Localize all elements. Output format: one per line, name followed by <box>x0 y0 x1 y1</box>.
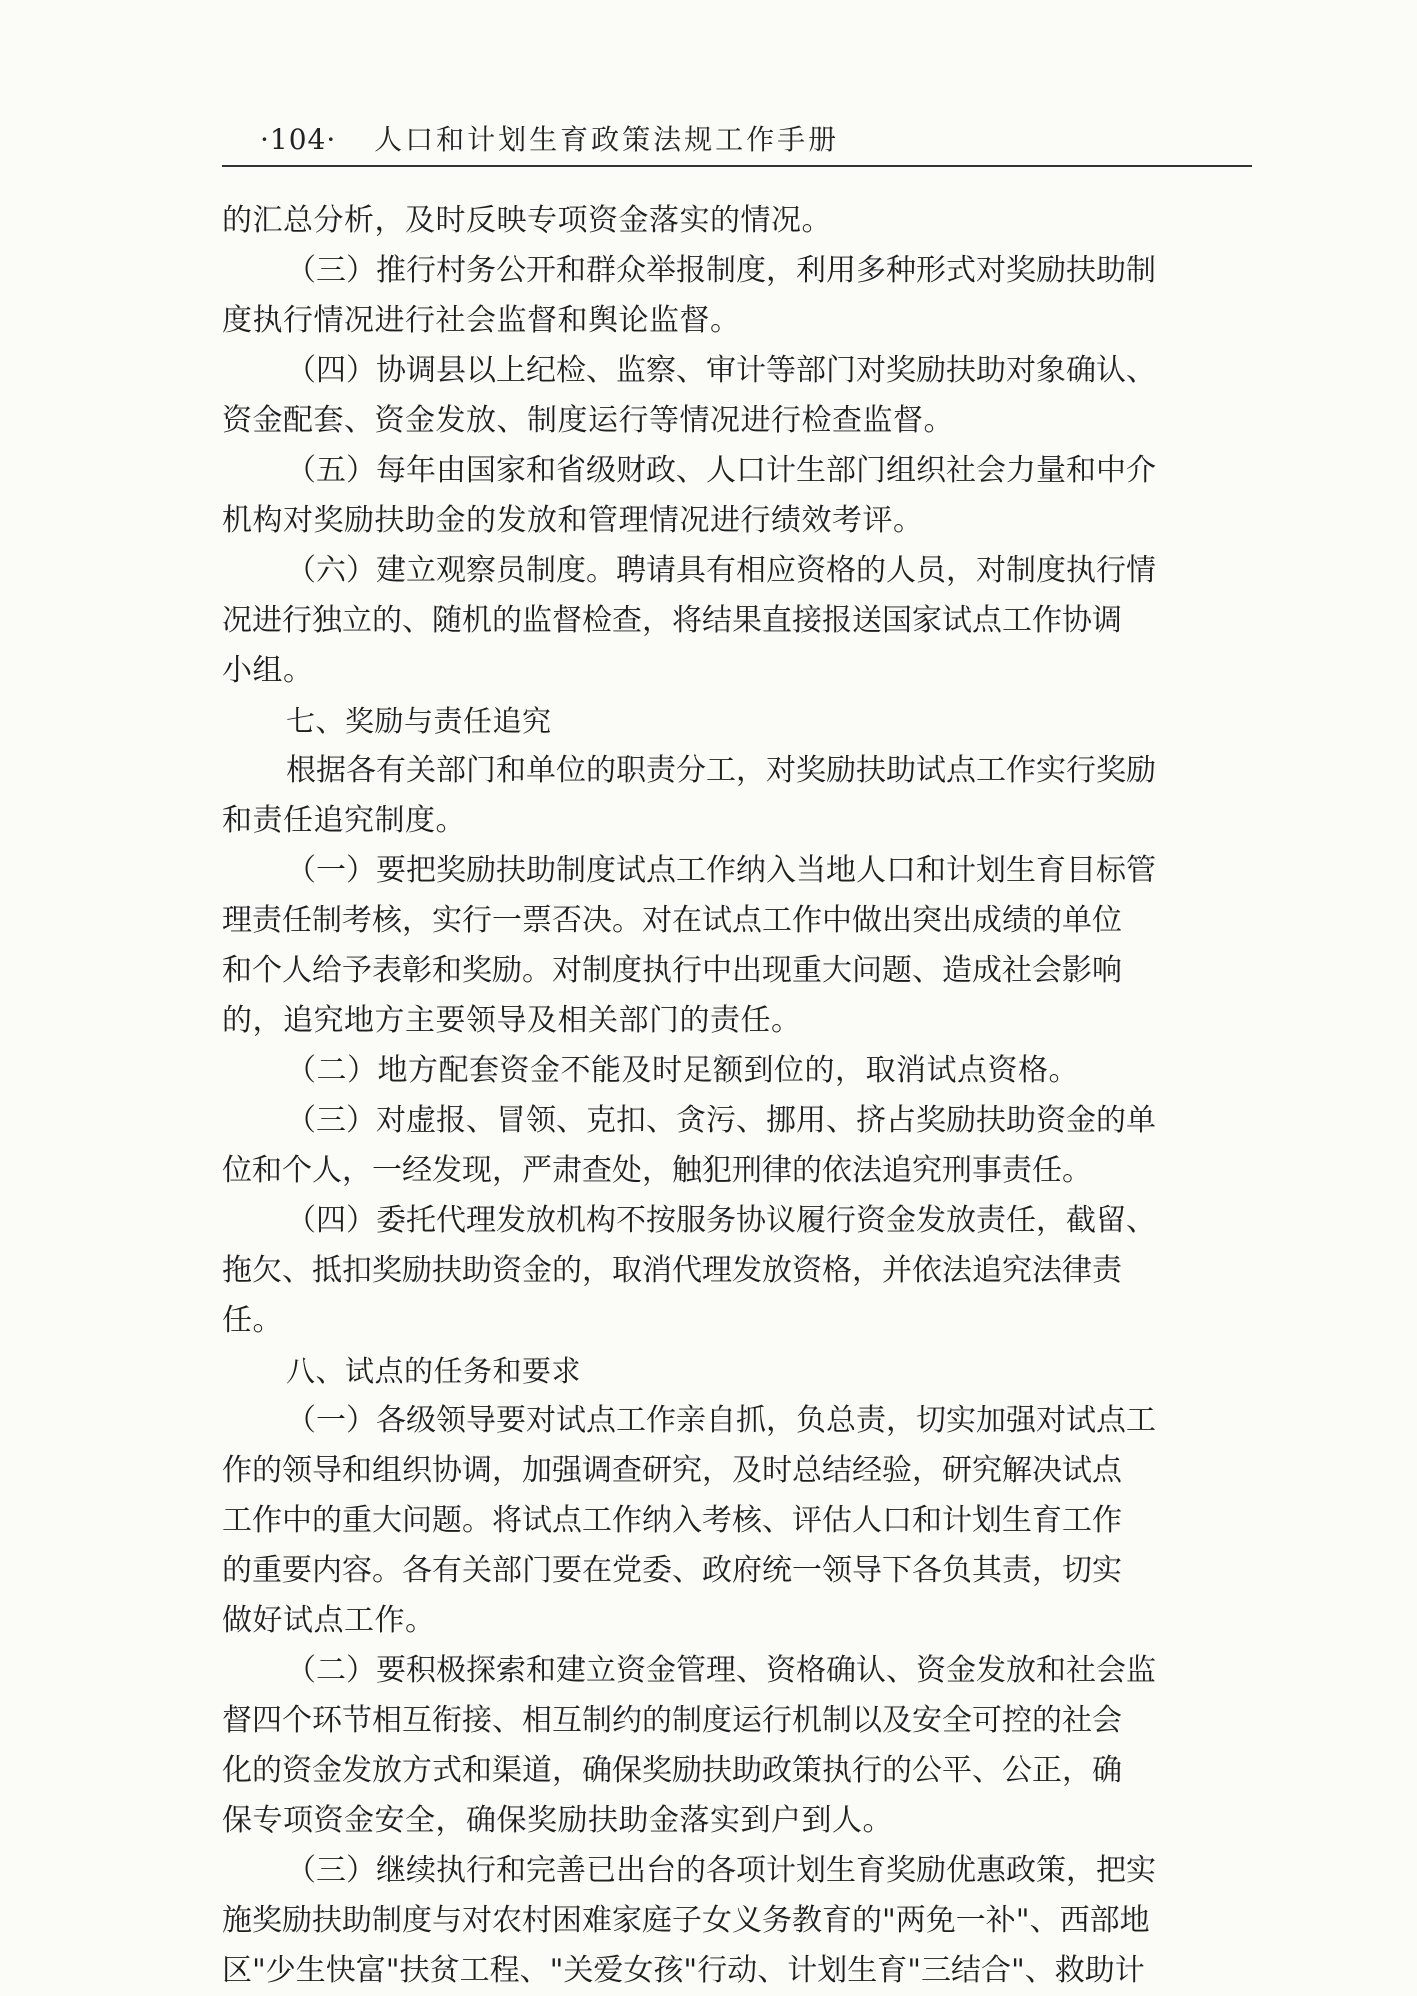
text-line: （一）各级领导要对试点工作亲自抓，负总责，切实加强对试点工 <box>286 1403 1156 1438</box>
text-line: 施奖励扶助制度与对农村困难家庭子女义务教育的"两免一补"、西部地 <box>222 1903 1150 1938</box>
text-line: 度执行情况进行社会监督和舆论监督。 <box>222 303 741 338</box>
text-line: 的，追究地方主要领导及相关部门的责任。 <box>222 1003 802 1038</box>
text-line: 保专项资金安全，确保奖励扶助金落实到户到人。 <box>222 1803 893 1838</box>
text-line: 小组。 <box>222 653 314 688</box>
text-line: 任。 <box>222 1303 283 1338</box>
text-line: 督四个环节相互衔接、相互制约的制度运行机制以及安全可控的社会 <box>222 1703 1122 1738</box>
text-line: 区"少生快富"扶贫工程、"关爱女孩"行动、计划生育"三结合"、救助计 <box>222 1953 1145 1988</box>
text-line: （三）对虚报、冒领、克扣、贪污、挪用、挤占奖励扶助资金的单 <box>286 1103 1156 1138</box>
text-line: （二）要积极探索和建立资金管理、资格确认、资金发放和社会监 <box>286 1653 1156 1688</box>
text-line: 化的资金发放方式和渠道，确保奖励扶助政策执行的公平、公正，确 <box>222 1753 1122 1788</box>
text-line: 工作中的重大问题。将试点工作纳入考核、评估人口和计划生育工作 <box>222 1503 1122 1538</box>
text-line: 位和个人，一经发现，严肃查处，触犯刑律的依法追究刑事责任。 <box>222 1153 1092 1188</box>
text-line: （四）委托代理发放机构不按服务协议履行资金发放责任，截留、 <box>286 1203 1156 1238</box>
section-heading: 七、奖励与责任追究 <box>286 704 552 738</box>
text-line: 做好试点工作。 <box>222 1603 436 1638</box>
page-number: ·104· <box>260 123 337 156</box>
text-line: 拖欠、抵扣奖励扶助资金的，取消代理发放资格，并依法追究法律责 <box>222 1253 1122 1288</box>
text-line: （五）每年由国家和省级财政、人口计生部门组织社会力量和中介 <box>286 453 1156 488</box>
running-header <box>260 118 839 158</box>
header-rule <box>222 165 1252 167</box>
text-line: （一）要把奖励扶助制度试点工作纳入当地人口和计划生育目标管 <box>286 853 1156 888</box>
text-line: （六）建立观察员制度。聘请具有相应资格的人员，对制度执行情 <box>286 553 1156 588</box>
text-line: 况进行独立的、随机的监督检查，将结果直接报送国家试点工作协调 <box>222 603 1122 638</box>
text-line: 的汇总分析，及时反映专项资金落实的情况。 <box>222 203 832 238</box>
book-title: 人口和计划生育政策法规工作手册 <box>374 123 840 156</box>
text-line: （三）推行村务公开和群众举报制度，利用多种形式对奖励扶助制 <box>286 253 1156 288</box>
text-line: 机构对奖励扶助金的发放和管理情况进行绩效考评。 <box>222 503 924 538</box>
body-text <box>222 196 1252 1996</box>
text-line: 和个人给予表彰和奖励。对制度执行中出现重大问题、造成社会影响 <box>222 953 1122 988</box>
text-line: （三）继续执行和完善已出台的各项计划生育奖励优惠政策，把实 <box>286 1853 1156 1888</box>
text-line: 和责任追究制度。 <box>222 803 466 838</box>
text-line: 资金配套、资金发放、制度运行等情况进行检查监督。 <box>222 403 954 438</box>
text-line: （四）协调县以上纪检、监察、审计等部门对奖励扶助对象确认、 <box>286 353 1156 388</box>
text-line: 作的领导和组织协调，加强调查研究，及时总结经验，研究解决试点 <box>222 1453 1122 1488</box>
text-line: （二）地方配套资金不能及时足额到位的，取消试点资格。 <box>286 1053 1079 1088</box>
text-line: 的重要内容。各有关部门要在党委、政府统一领导下各负其责，切实 <box>222 1553 1122 1588</box>
section-heading: 八、试点的任务和要求 <box>286 1354 582 1388</box>
text-line: 根据各有关部门和单位的职责分工，对奖励扶助试点工作实行奖励 <box>286 753 1156 788</box>
text-line: 理责任制考核，实行一票否决。对在试点工作中做出突出成绩的单位 <box>222 903 1122 938</box>
